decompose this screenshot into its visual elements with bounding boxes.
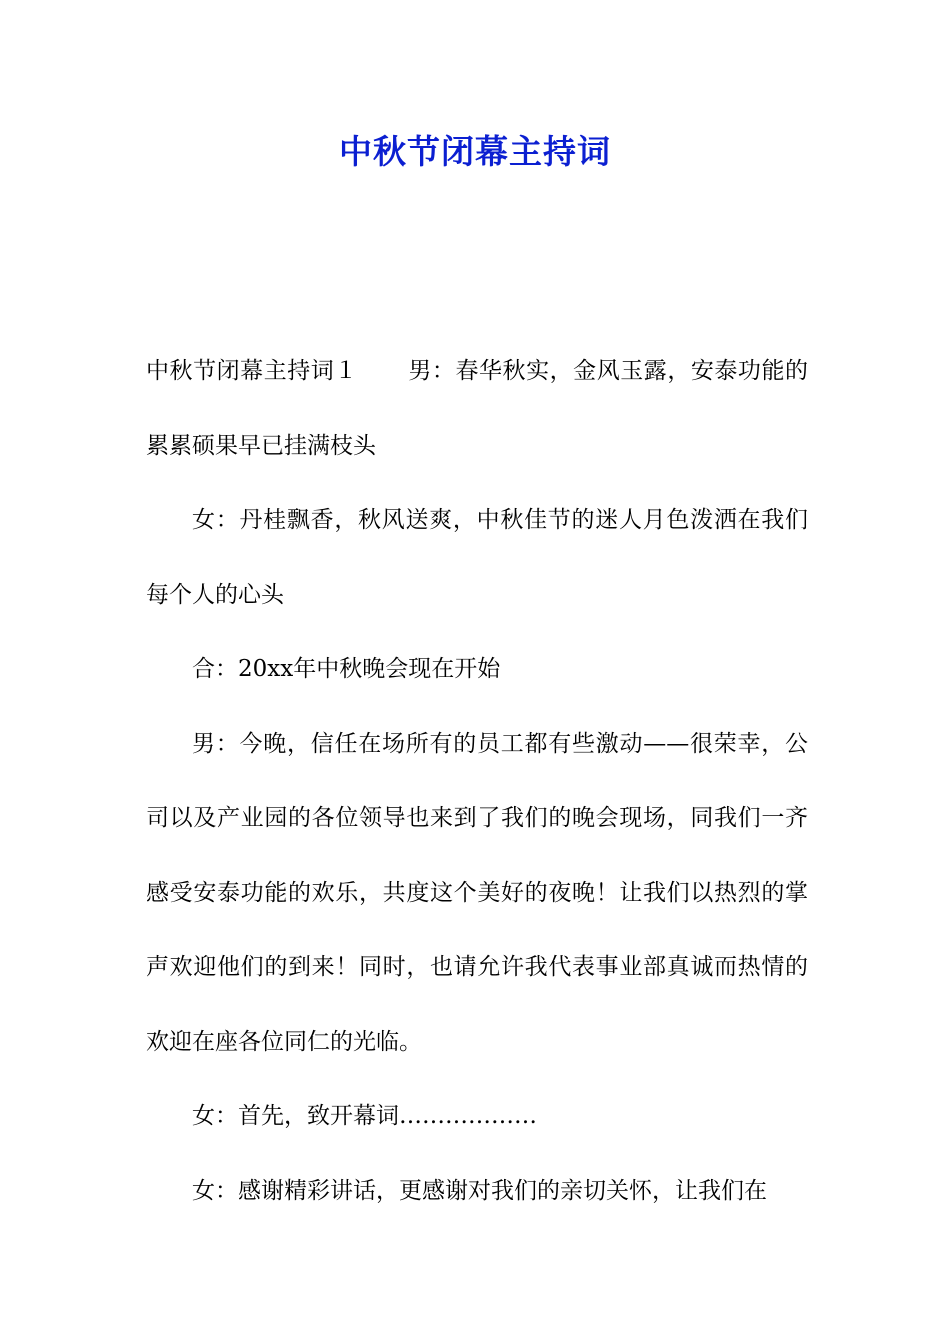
document-body: [146, 334, 808, 1228]
paragraph-6: 女：感谢精彩讲话，更感谢对我们的亲切关怀，让我们在: [192, 1177, 767, 1204]
paragraph-2: 女：丹桂飘香，秋风送爽，中秋佳节的迷人月色泼洒在我们每个人的心头: [146, 507, 808, 608]
paragraph-text: 男：春华秋实，金风玉露，安泰功能的累累硕果早已挂满枝头: [146, 358, 809, 459]
paragraph-4: 男：今晚，信任在场所有的员工都有些激动——很荣幸，公司以及产业园的各位领导也来到了我们的晚会现场，同我们一齐感受安泰功能的欢乐，共度这个美好的夜晚！让我们以热烈的掌声欢迎他们的到来！同时，也请允许我代表事业部真诚而热情的欢迎在座各位同仁的光临。: [146, 730, 808, 1055]
paragraph-lead: 中秋节闭幕主持词１: [146, 358, 358, 384]
document-title: 中秋节闭幕主持词: [339, 132, 611, 171]
paragraph-3: 合：20xx年中秋晚会现在开始: [192, 656, 501, 682]
paragraph-1: [146, 334, 808, 483]
paragraph-5: 女：首先，致开幕词………………: [192, 1103, 537, 1129]
